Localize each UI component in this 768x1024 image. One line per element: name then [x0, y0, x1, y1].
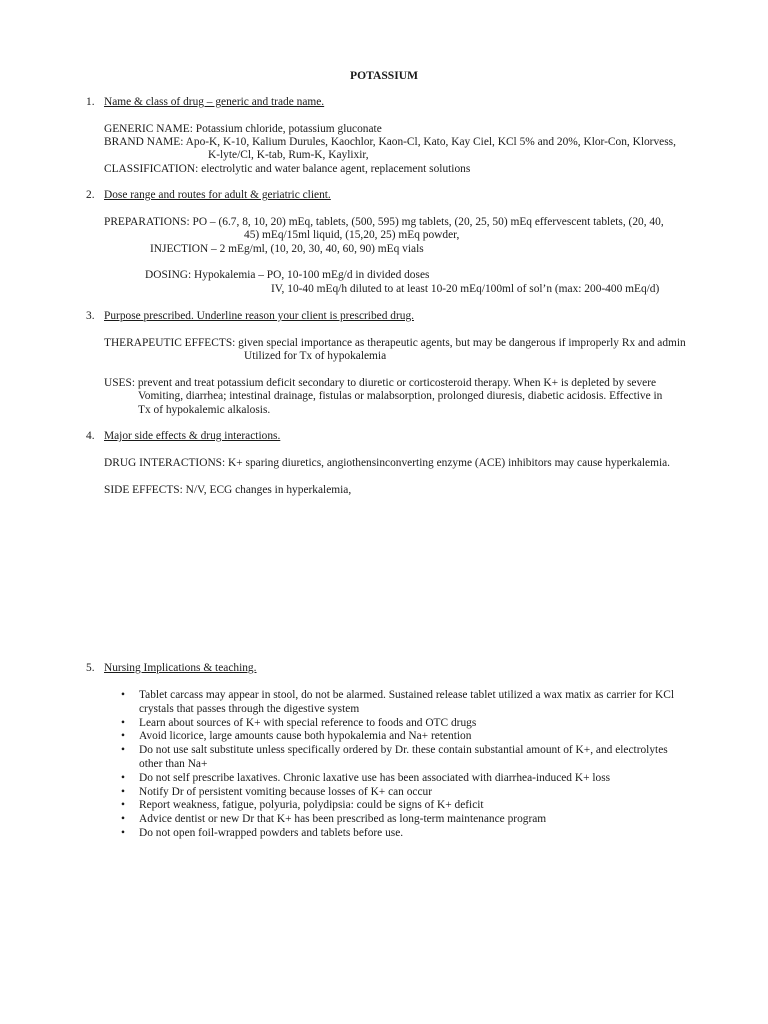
uses-line-1: USES: prevent and treat potassium deficit secondary to diuretic or corticosteroid therapy. When K+ is depleted by severe [104, 377, 657, 389]
brand-name-line-2: K-lyte/Cl, K-tab, Rum-K, Kaylixir, [208, 149, 369, 161]
bullet-icon: • [121, 799, 125, 812]
side-effects: SIDE EFFECTS: N/V, ECG changes in hyperkalemia, [104, 484, 352, 496]
list-item [121, 772, 674, 786]
list-item-text: crystals that passes through the digestive system [139, 702, 360, 715]
list-item-text: Do not self prescribe laxatives. Chronic laxative use has been associated with diarrhea-induced K+ loss [139, 771, 611, 784]
injection: INJECTION – 2 mEg/ml, (10, 20, 30, 40, 60, 90) mEq vials [150, 243, 424, 255]
therapeutic-effects-line-2: Utilized for Tx of hypokalemia [244, 350, 387, 362]
bullet-icon: • [121, 689, 125, 701]
list-item [121, 786, 674, 800]
list-item-text: Report weakness, fatigue, polyuria, polydipsia: could be signs of K+ deficit [139, 799, 484, 812]
list-item [121, 717, 674, 731]
list-item-text: Avoid licorice, large amounts cause both hypokalemia and Na+ retention [139, 730, 472, 743]
section-1-heading: Name & class of drug – generic and trade name. [104, 96, 325, 108]
list-item-text: Tablet carcass may appear in stool, do not be alarmed. Sustained release tablet utilized a wax matix as carrier for KCl [139, 689, 674, 701]
section-3-number: 3. [86, 310, 95, 322]
bullet-icon: • [121, 730, 125, 743]
section-3-heading: Purpose prescribed. Underline reason your client is prescribed drug. [104, 310, 414, 322]
bullet-icon: • [121, 813, 125, 826]
preparations-line-1: PREPARATIONS: PO – (6.7, 8, 10, 20) mEq, tablets, (500, 595) mg tablets, (20, 25, 50) mEq effervescent tablets, (20, 40, [104, 216, 664, 228]
list-item [121, 827, 674, 841]
list-item [121, 689, 674, 703]
dosing-line-1: DOSING: Hypokalemia – PO, 10-100 mEg/d in divided doses [145, 269, 430, 281]
list-item-text: Notify Dr of persistent vomiting because losses of K+ can occur [139, 785, 433, 798]
page-title: POTASSIUM [350, 69, 419, 82]
bullet-icon: • [121, 826, 125, 839]
list-item [121, 744, 674, 758]
uses-line-3: Tx of hypokalemic alkalosis. [138, 404, 271, 416]
list-item-continuation [121, 703, 674, 717]
section-4-number: 4. [86, 430, 95, 442]
list-item-text: Learn about sources of K+ with special reference to foods and OTC drugs [139, 716, 477, 729]
list-item [121, 799, 674, 813]
bullet-icon: • [121, 716, 125, 729]
section-2-number: 2. [86, 189, 95, 201]
bullet-icon: • [121, 785, 125, 798]
list-item-text: Do not use salt substitute unless specifically ordered by Dr. these contain substantial amount of K+, and electrolytes [139, 744, 668, 757]
classification: CLASSIFICATION: electrolytic and water balance agent, replacement solutions [104, 163, 471, 175]
list-item-text: Advice dentist or new Dr that K+ has been prescribed as long-term maintenance program [139, 813, 547, 826]
generic-name: GENERIC NAME: Potassium chloride, potassium gluconate [104, 123, 382, 135]
list-item-text: other than Na+ [139, 757, 208, 770]
list-item-text: Do not open foil-wrapped powders and tablets before use. [139, 826, 404, 839]
section-5-heading: Nursing Implications & teaching. [104, 662, 257, 674]
section-1-number: 1. [86, 96, 95, 108]
therapeutic-effects-line-1: THERAPEUTIC EFFECTS: given special importance as therapeutic agents, but may be dangerous if improperly Rx and admin [104, 337, 686, 349]
brand-name-line-1: BRAND NAME: Apo-K, K-10, Kalium Durules, Kaochlor, Kaon-Cl, Kato, Kay Ciel, KCl 5% and 20%, Klor-Con, Klorvess, [104, 136, 676, 148]
drug-interactions: DRUG INTERACTIONS: K+ sparing diuretics, angiothensinconverting enzyme (ACE) inhibitors may cause hyperkalemia. [104, 457, 671, 469]
section-2-heading: Dose range and routes for adult & geriatric client. [104, 189, 331, 201]
bullet-icon: • [121, 771, 125, 784]
list-item-continuation [121, 758, 674, 772]
section-4-heading: Major side effects & drug interactions. [104, 430, 281, 442]
nursing-implications-list [121, 689, 674, 841]
bullet-icon: • [121, 744, 125, 757]
uses-line-2: Vomiting, diarrhea; intestinal drainage, fistulas or malabsorption, prolonged diuresis, diabetic acidosis. Effective in [138, 390, 663, 402]
list-item [121, 730, 674, 744]
section-5-number: 5. [86, 662, 95, 674]
preparations-line-2: 45) mEq/15ml liquid, (15,20, 25) mEq powder, [244, 229, 460, 241]
dosing-line-2: IV, 10-40 mEq/h diluted to at least 10-20 mEq/100ml of sol’n (max: 200-400 mEq/d) [271, 283, 660, 295]
list-item [121, 813, 674, 827]
